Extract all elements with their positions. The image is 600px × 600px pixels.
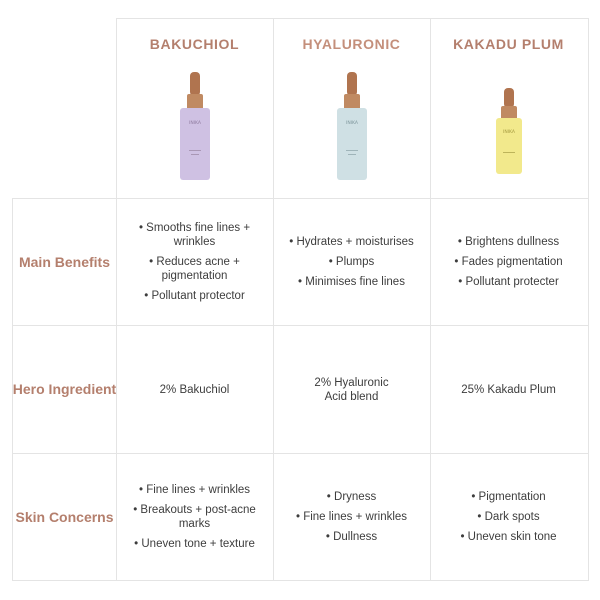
concerns-cell-kakadu-plum (430, 454, 587, 580)
column-divider (588, 18, 589, 581)
row-label-main-benefits: Main Benefits (18, 253, 110, 270)
list-item: • Uneven skin tone (452, 530, 564, 544)
hero-ingredient-text: 25% Kakadu Plum (461, 383, 556, 396)
svg-text:INIKA: INIKA (502, 130, 515, 135)
list-item: • Pollutant protector (116, 289, 273, 303)
row-divider (12, 580, 588, 581)
product-column-hyaluronic (273, 18, 430, 198)
hero-cell-hyaluronic (273, 326, 430, 453)
product-name: BAKUCHIOL (149, 36, 240, 52)
product-column-kakadu-plum (430, 18, 587, 198)
list-item: • Uneven tone + texture (116, 537, 273, 551)
serum-bottle-icon (332, 72, 372, 182)
benefits-cell-kakadu-plum (430, 199, 587, 325)
serum-bottle-icon (489, 88, 529, 198)
hero-cell-kakadu-plum (430, 326, 587, 453)
list-item: • Plumps (281, 255, 422, 269)
benefits-cell-hyaluronic (273, 199, 430, 325)
svg-text:INIKA: INIKA (188, 121, 201, 126)
list-item: • Dullness (288, 530, 415, 544)
list-item: • Breakouts + post-acne marks (116, 503, 273, 531)
list-item: • Pigmentation (452, 490, 564, 504)
concerns-cell-bakuchiol (116, 454, 273, 580)
list-item: • Pollutant protecter (446, 275, 570, 289)
list-item: • Fine lines + wrinkles (116, 483, 273, 497)
product-name: KAKADU PLUM (453, 36, 564, 52)
product-column-bakuchiol (116, 18, 273, 198)
list-item: • Dark spots (452, 510, 564, 524)
concerns-cell-hyaluronic (273, 454, 430, 580)
list-item: • Reduces acne + pigmentation (116, 255, 273, 283)
benefits-cell-bakuchiol (116, 199, 273, 325)
row-label-hero-ingredient: Hero Ingredient (12, 381, 117, 397)
product-name: HYALURONIC (302, 36, 401, 52)
hero-ingredient-text: 2% Hyaluronic Acid blend (314, 376, 389, 403)
hero-cell-bakuchiol (116, 326, 273, 453)
list-item: • Fine lines + wrinkles (288, 510, 415, 524)
list-item: • Fades pigmentation (446, 255, 570, 269)
row-label-skin-concerns: Skin Concerns (15, 508, 114, 525)
list-item: • Minimises fine lines (281, 275, 422, 289)
serum-bottle-icon (175, 72, 215, 182)
list-item: • Hydrates + moisturises (281, 235, 422, 249)
svg-text:INIKA: INIKA (345, 121, 358, 126)
hero-ingredient-text: 2% Bakuchiol (159, 383, 230, 396)
list-item: • Dryness (288, 490, 415, 504)
list-item: • Smooths fine lines + wrinkles (116, 221, 273, 249)
list-item: • Brightens dullness (446, 235, 570, 249)
